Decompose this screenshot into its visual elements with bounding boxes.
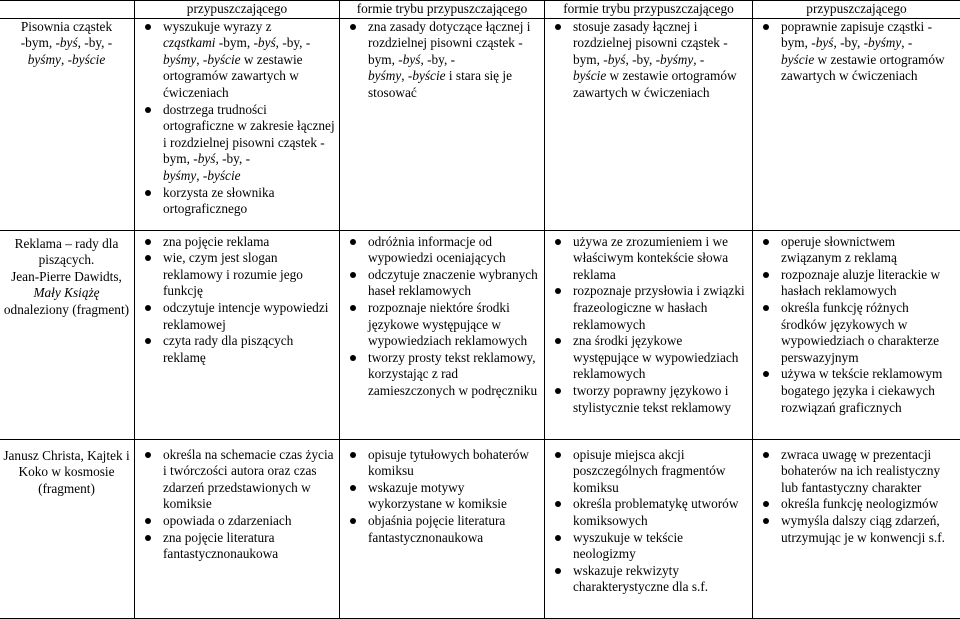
item-text: byśmy xyxy=(868,35,901,50)
list-item xyxy=(757,19,956,85)
list-item: odczytuje znaczenie wybranych haseł reklamowych xyxy=(344,267,540,300)
topic-cell xyxy=(0,230,135,439)
header-cell: formie trybu przypuszczającego xyxy=(340,1,545,19)
item-text: byśmy xyxy=(368,68,401,83)
list-item: rozpoznaje przysłowia i związki frazeologiczne w hasłach reklamowych xyxy=(549,283,748,333)
requirements-cell xyxy=(135,230,340,439)
item-text: byście xyxy=(412,68,445,83)
requirements-cell xyxy=(545,230,753,439)
item-text: byście xyxy=(207,52,240,67)
header-cell-empty xyxy=(0,1,135,19)
list-item: określa na schemacie czas życia i twórczości autora oraz czas zdarzeń przedstawionych w komiksie xyxy=(139,447,335,513)
topic-text: Janusz Christa, Kajtek i Koko w kosmosie (fragment) xyxy=(3,448,129,496)
list-item xyxy=(344,19,540,102)
topic-text: byś xyxy=(60,35,78,50)
requirements-cell xyxy=(753,18,960,230)
list-item: wskazuje motywy wykorzystane w komiksie xyxy=(344,480,540,513)
item-text: byście xyxy=(781,52,814,67)
item-text: byś xyxy=(198,151,216,166)
requirements-cell xyxy=(340,18,545,230)
requirements-cell xyxy=(340,230,545,439)
topic-text: byście xyxy=(72,52,105,67)
requirements-cell xyxy=(135,439,340,618)
item-text: byś xyxy=(816,35,834,50)
item-text: w zestawie ortogramów zawartych w ćwiczeniach xyxy=(163,52,303,100)
item-text: cząstkami xyxy=(163,35,215,50)
item-text: , - xyxy=(693,52,704,67)
requirements-cell xyxy=(545,439,753,618)
table-row xyxy=(0,18,960,230)
item-text: stosuje zasady łącznej i rozdzielnej pisowni cząstek -bym, - xyxy=(573,19,728,67)
item-text: , -by, - xyxy=(625,52,660,67)
item-text: poprawnie zapisuje cząstki -bym, - xyxy=(781,19,932,51)
item-text: byś xyxy=(608,52,626,67)
item-text: w zestawie ortogramów zawartych w ćwiczeniach xyxy=(573,68,737,100)
item-text: byśmy xyxy=(163,168,196,183)
item-text: , - xyxy=(196,52,207,67)
topic-text: Mały Książę xyxy=(33,285,99,300)
table-row xyxy=(0,230,960,439)
list-item: rozpoznaje aluzje literackie w hasłach reklamowych xyxy=(757,267,956,300)
list-item: używa w tekście reklamowym bogatego języka i ciekawych rozwiązań graficznych xyxy=(757,366,956,416)
item-text: , -by, - xyxy=(276,35,311,50)
requirements-cell xyxy=(545,18,753,230)
topic-text: Pisownia cząstek xyxy=(21,19,112,34)
item-text: i stara się je stosować xyxy=(368,68,512,100)
requirements-cell xyxy=(753,439,960,618)
requirements-cell xyxy=(340,439,545,618)
topic-text: Jean-Pierre Dawidts, xyxy=(11,269,122,284)
list-item: zna pojęcie reklama xyxy=(139,234,335,251)
list-item: objaśnia pojęcie literatura fantastycznonaukowa xyxy=(344,513,540,546)
list-item: czyta rady dla piszących reklamę xyxy=(139,333,335,366)
table-row xyxy=(0,439,960,618)
item-text: , - xyxy=(401,68,412,83)
header-cell: przypuszczającego xyxy=(753,1,960,19)
requirements-cell xyxy=(135,18,340,230)
list-item: operuje słownictwem związanym z reklamą xyxy=(757,234,956,267)
header-cell: przypuszczającego xyxy=(135,1,340,19)
topic-text: byśmy xyxy=(28,52,61,67)
item-text: -bym, - xyxy=(215,35,257,50)
list-item: opowiada o zdarzeniach xyxy=(139,513,335,530)
topic-text: Reklama – rady dla piszących. xyxy=(15,236,119,268)
topic-text: -bym, - xyxy=(21,35,60,50)
list-item: określa problematykę utworów komiksowych xyxy=(549,496,748,529)
item-text: byś xyxy=(258,35,276,50)
topic-text: , -by, - xyxy=(78,35,113,50)
item-text: , - xyxy=(196,168,207,183)
list-item: wymyśla dalszy ciąg zdarzeń, utrzymując je w konwencji s.f. xyxy=(757,513,956,546)
list-item xyxy=(139,102,335,185)
list-item: wyszukuje w tekście neologizmy xyxy=(549,530,748,563)
item-text: byście xyxy=(573,68,606,83)
list-item: opisuje tytułowych bohaterów komiksu xyxy=(344,447,540,480)
list-item: zwraca uwagę w prezentacji bohaterów na ich realistyczny lub fantastyczny charakter xyxy=(757,447,956,497)
list-item xyxy=(139,185,335,218)
list-item: używa ze zrozumieniem i we właściwym kontekście słowa reklama xyxy=(549,234,748,284)
item-text: korzysta ze słownika ortograficznego xyxy=(163,185,275,217)
list-item: wie, czym jest slogan reklamowy i rozumie jego funkcję xyxy=(139,250,335,300)
topic-text: , - xyxy=(61,52,72,67)
topic-text: odnaleziony (fragment) xyxy=(4,302,129,317)
list-item: zna środki językowe występujące w wypowiedziach reklamowych xyxy=(549,333,748,383)
header-row xyxy=(0,1,960,19)
list-item: zna pojęcie literatura fantastycznonaukowa xyxy=(139,530,335,563)
list-item: tworzy prosty tekst reklamowy, korzystając z rad zamieszczonych w podręczniku xyxy=(344,350,540,400)
list-item: określa funkcję neologizmów xyxy=(757,496,956,513)
header-cell: formie trybu przypuszczającego xyxy=(545,1,753,19)
list-item: tworzy poprawny językowo i stylistycznie tekst reklamowy xyxy=(549,383,748,416)
list-item: odróżnia informacje od wypowiedzi oceniających xyxy=(344,234,540,267)
item-text: byś xyxy=(403,52,421,67)
list-item: odczytuje intencje wypowiedzi reklamowej xyxy=(139,300,335,333)
item-text: , -by, - xyxy=(215,151,250,166)
item-text: dostrzega trudności ortograficzne w zakresie łącznej i rozdzielnej pisowni cząstek -bym, - xyxy=(163,102,335,167)
item-text: , -by, - xyxy=(833,35,868,50)
requirements-cell xyxy=(753,230,960,439)
list-item xyxy=(549,19,748,102)
topic-cell xyxy=(0,18,135,230)
item-text: byśmy xyxy=(660,52,693,67)
list-item xyxy=(139,19,335,102)
list-item: określa funkcję różnych środków językowych w wypowiedziach o charakterze perswazyjnym xyxy=(757,300,956,366)
item-text: wyszukuje wyrazy z xyxy=(163,19,272,34)
list-item: opisuje miejsca akcji poszczególnych fragmentów komiksu xyxy=(549,447,748,497)
list-item: wskazuje rekwizyty charakterystyczne dla s.f. xyxy=(549,563,748,596)
item-text: byśmy xyxy=(163,52,196,67)
item-text: w zestawie ortogramów zawartych w ćwiczeniach xyxy=(781,52,945,84)
item-text: , - xyxy=(901,35,912,50)
item-text: , -by, - xyxy=(420,52,455,67)
item-text: zna zasady dotyczące łącznej i rozdzielnej pisowni cząstek -bym, - xyxy=(368,19,530,67)
list-item: rozpoznaje niektóre środki językowe występujące w wypowiedziach reklamowych xyxy=(344,300,540,350)
item-text: byście xyxy=(207,168,240,183)
topic-cell xyxy=(0,439,135,618)
